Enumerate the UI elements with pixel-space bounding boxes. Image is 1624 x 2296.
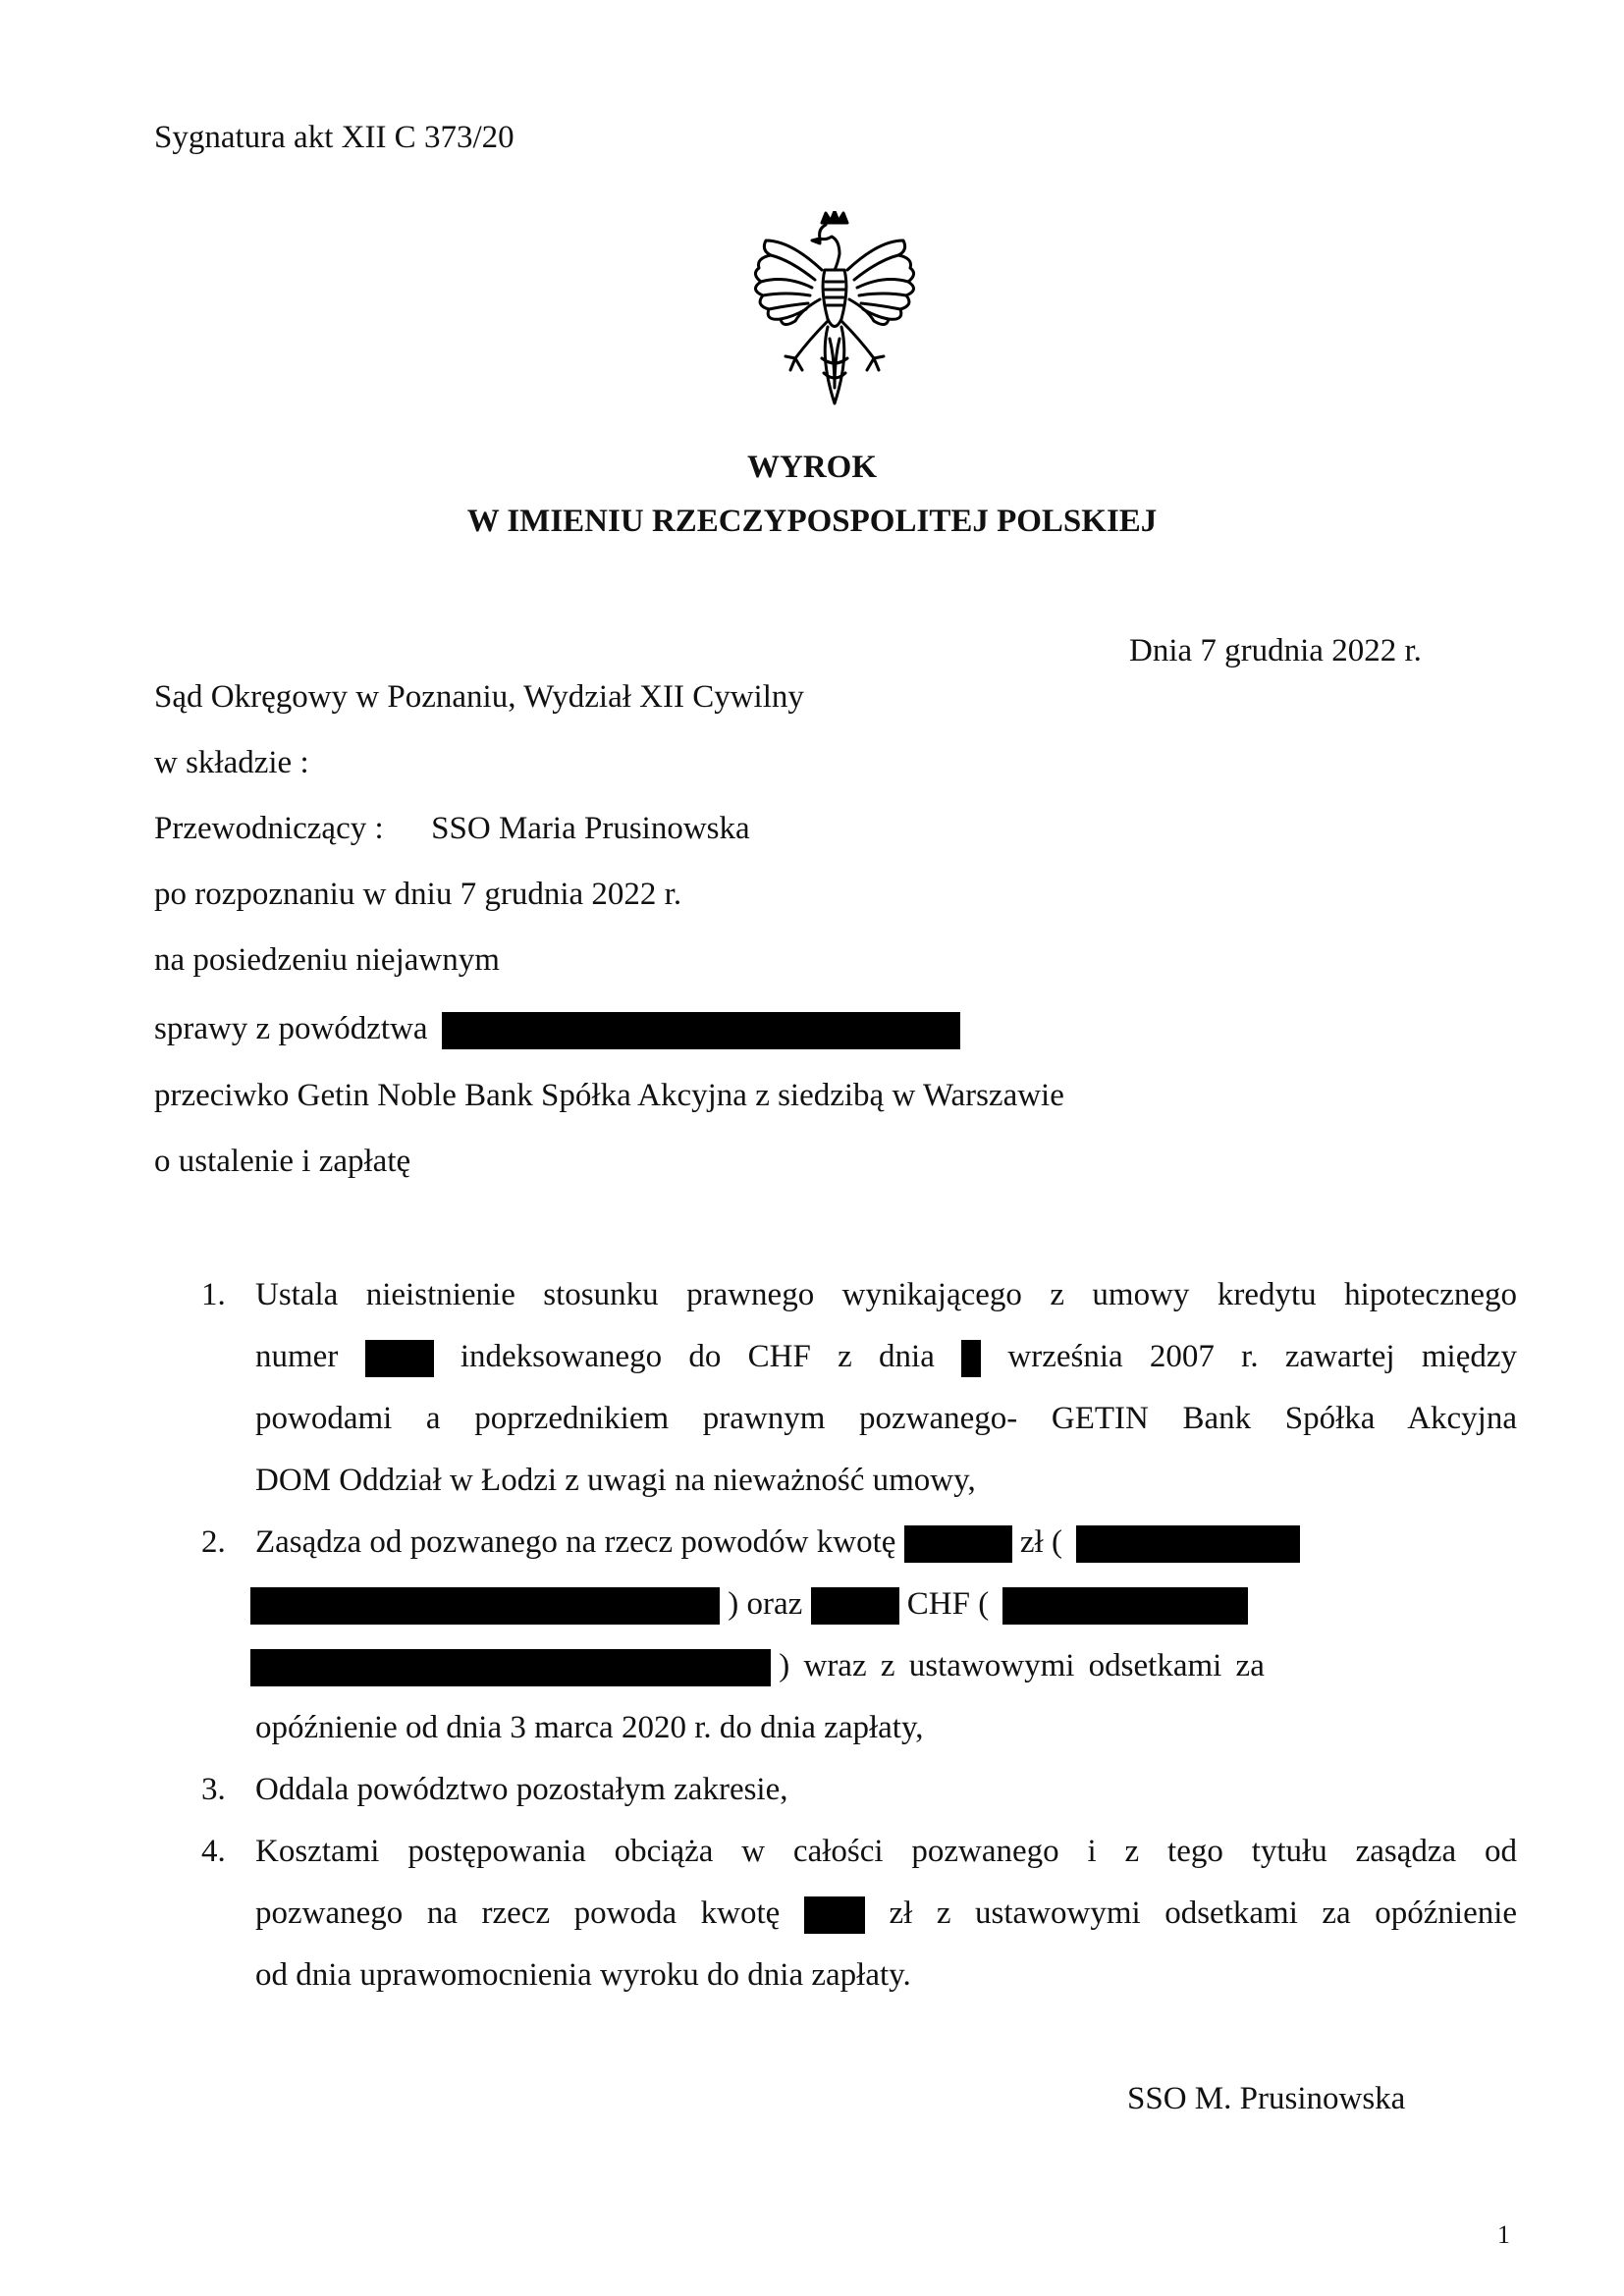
text-fragment: numer: [255, 1339, 339, 1374]
ruling-item-3: [201, 1759, 1517, 1821]
redaction-claimant: [442, 1012, 960, 1049]
ruling-number: 2.: [201, 1524, 226, 1560]
ruling-number: 4.: [201, 1834, 226, 1869]
redaction-amount-pln-words: [1076, 1525, 1300, 1563]
ruling-text-line: Kosztami postępowania obciąża w całości pozwanego i z tego tytułu zasądza od: [255, 1834, 1517, 1869]
session-type: na posiedzeniu niejawnym: [154, 942, 500, 978]
text-fragment: pozwanego na rzecz powoda kwotę: [255, 1896, 781, 1931]
redaction-contract-number: [365, 1340, 434, 1377]
case-signature: Sygnatura akt XII C 373/20: [154, 120, 514, 155]
judge-signature: SSO M. Prusinowska: [1127, 2081, 1406, 2116]
ruling-number: 3.: [201, 1772, 226, 1807]
text-fragment: Zasądza od pozwanego na rzecz powodów kwotę: [255, 1524, 896, 1560]
claim-prefix: sprawy z powództwa: [154, 1011, 428, 1046]
ruling-text-line: [255, 1326, 1517, 1388]
redaction-costs-amount: [804, 1896, 865, 1934]
text-fragment: CHF (: [906, 1586, 990, 1622]
ruling-item-1: [201, 1264, 1517, 1512]
composition-label: w składzie :: [154, 745, 309, 780]
ruling-text-line: od dnia uprawomocnienia wyroku do dnia zapłaty.: [255, 1957, 911, 1993]
ruling-text-line: Oddala powództwo pozostałym zakresie,: [255, 1772, 788, 1807]
ruling-text-line: [255, 1635, 1517, 1697]
text-fragment: zł (: [1019, 1524, 1062, 1560]
hearing-date: po rozpoznaniu w dniu 7 grudnia 2022 r.: [154, 877, 682, 912]
page-number: 1: [1497, 2220, 1510, 2249]
ruling-text-line: [255, 1512, 1517, 1574]
redaction-amount-pln: [904, 1525, 1012, 1563]
ruling-text-line: opóźnienie od dnia 3 marca 2020 r. do dnia zapłaty,: [255, 1710, 924, 1745]
text-fragment: ) oraz: [728, 1586, 803, 1622]
document-title: WYROK: [747, 450, 877, 485]
ruling-text-line: [255, 1574, 1517, 1635]
ruling-text-line: DOM Oddział w Łodzi z uwagi na nieważność umowy,: [255, 1463, 976, 1498]
ruling-item-2: [201, 1512, 1517, 1759]
text-fragment: ) wraz z ustawowymi odsetkami za: [779, 1648, 1265, 1683]
text-fragment: indeksowanego do CHF z dnia: [460, 1339, 935, 1374]
presiding-label: Przewodniczący :: [154, 811, 384, 846]
ruling-text-line: powodami a poprzednikiem prawnym pozwanego- GETIN Bank Spółka Akcyjna: [255, 1401, 1517, 1436]
claimant-row: [154, 1009, 960, 1049]
redaction-amount-pln-words-cont: [250, 1587, 720, 1625]
text-fragment: września 2007 r. zawartej między: [1007, 1339, 1517, 1374]
text-fragment: zł z ustawowymi odsetkami za opóźnienie: [889, 1896, 1518, 1931]
presiding-row: [154, 809, 750, 848]
redaction-contract-day: [961, 1340, 981, 1377]
judgment-date: Dnia 7 grudnia 2022 r.: [1129, 633, 1422, 668]
presiding-judge: SSO Maria Prusinowska: [431, 811, 750, 846]
case-subject: o ustalenie i zapłatę: [154, 1144, 411, 1179]
polish-eagle-emblem-icon: [741, 211, 928, 407]
defendant: przeciwko Getin Noble Bank Spółka Akcyjna z siedzibą w Warszawie: [154, 1078, 1064, 1113]
court-name: Sąd Okręgowy w Poznaniu, Wydział XII Cywilny: [154, 679, 804, 715]
ruling-number: 1.: [201, 1277, 226, 1312]
redaction-amount-chf-words: [1002, 1587, 1248, 1625]
redaction-amount-chf: [811, 1587, 899, 1625]
ruling-item-4: [201, 1821, 1517, 2006]
ruling-text-line: [255, 1883, 1517, 1945]
ruling-text-line: Ustala nieistnienie stosunku prawnego wynikającego z umowy kredytu hipotecznego: [255, 1277, 1517, 1312]
redaction-amount-chf-words-cont: [250, 1649, 771, 1686]
document-subtitle: W IMIENIU RZECZYPOSPOLITEJ POLSKIEJ: [466, 504, 1158, 539]
